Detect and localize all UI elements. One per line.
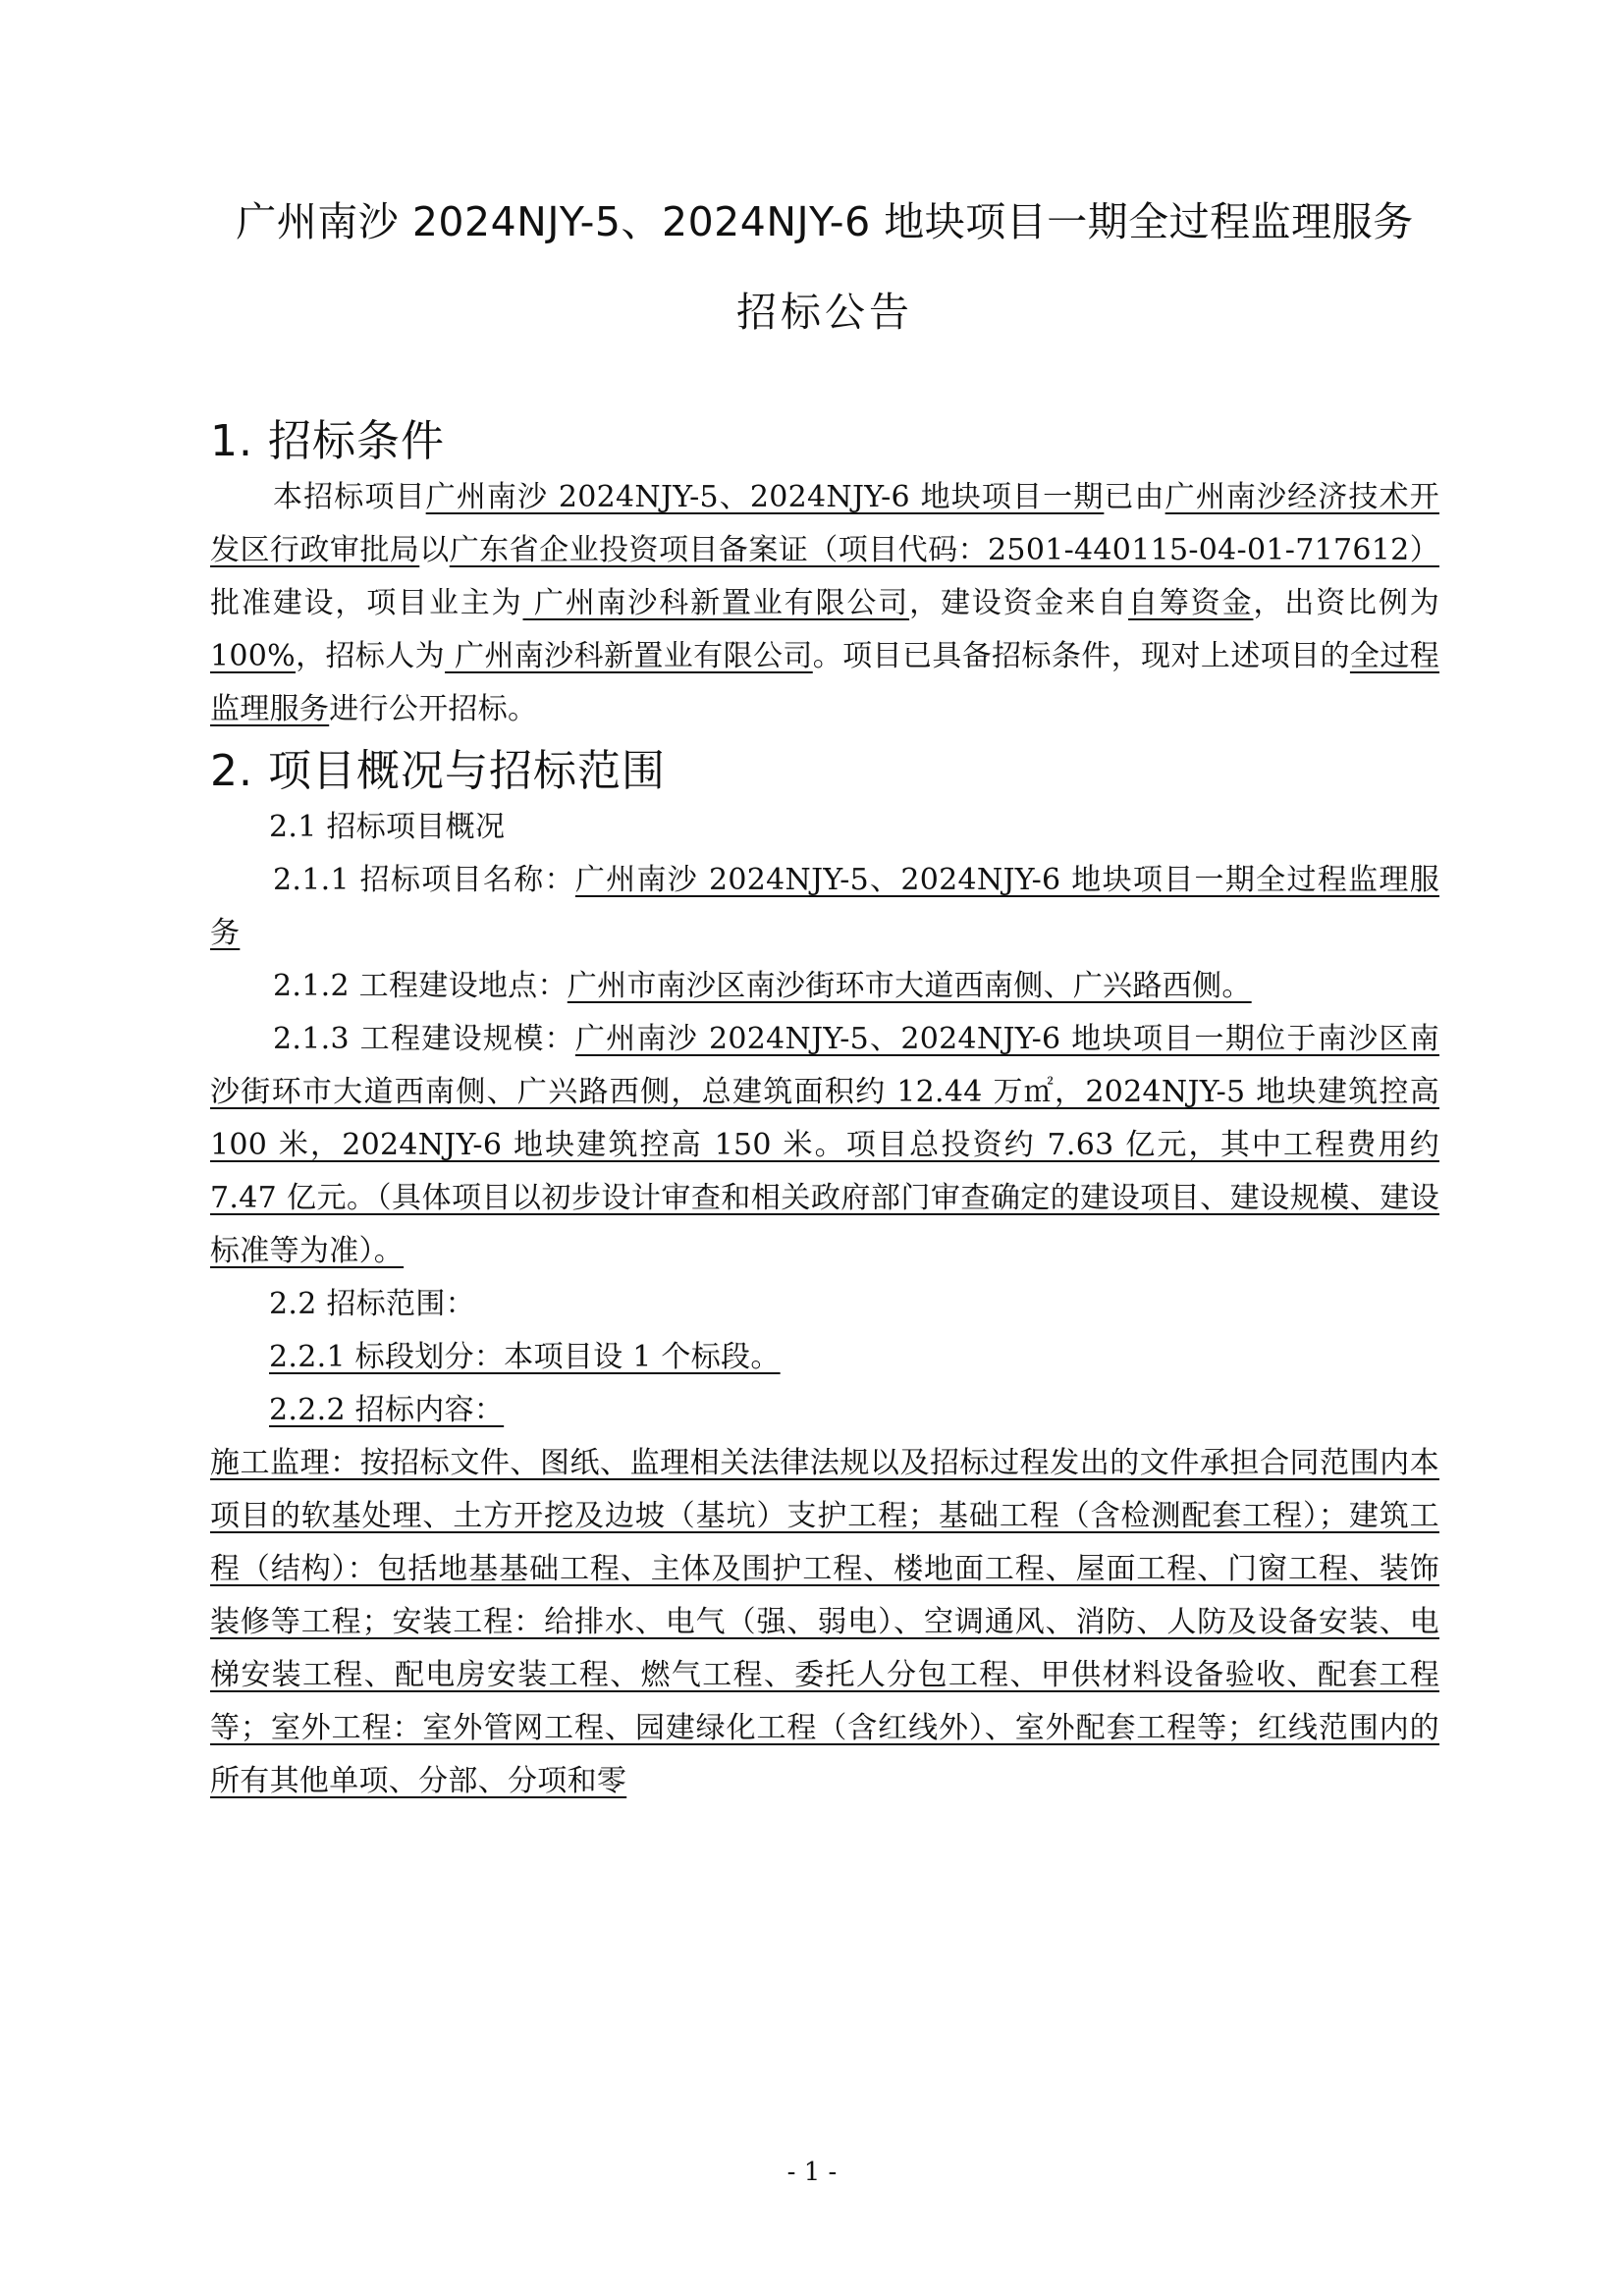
item-2-1-2: 2.1.2 工程建设地点：广州市南沙区南沙街环市大道西南侧、广兴路西侧。 bbox=[273, 969, 1252, 1003]
subsection-2-2: 2.2 招标范围： bbox=[269, 1287, 475, 1321]
subsection-2-1: 2.1 招标项目概况 bbox=[269, 810, 506, 844]
document-page bbox=[210, 177, 1439, 1808]
item-2-2-2: 2.2.2 招标内容： bbox=[269, 1393, 505, 1427]
item-2-2-1: 2.2.1 标段划分：本项目设 1 个标段。 bbox=[269, 1340, 781, 1374]
section2-heading: 2. 项目概况与招标范围 bbox=[210, 746, 666, 796]
item-2-1-3: 2.1.3 工程建设规模：广州南沙 2024NJY-5、2024NJY-6 地块项目一期位于南沙区南沙街环市大道西南侧、广兴路西侧，总建筑面积约 12.44 万㎡，2024NJY-5 地块建筑控高 100 米，2024NJY-6 地块建筑控高 150 米。项目总投资约 7.63 亿元，其中工程费用约 7.47 亿元。（具体项目以初步设计审查和相关政府部门审查确定的建设项目、建设规模、建设标准等为准）。 bbox=[210, 1022, 1439, 1268]
document-title-line1: 广州南沙 2024NJY-5、2024NJY-6 地块项目一期全过程监理服务 bbox=[236, 198, 1414, 245]
section1-paragraph: 本招标项目广州南沙 2024NJY-5、2024NJY-6 地块项目一期已由广州南沙经济技术开发区行政审批局以广东省企业投资项目备案证（项目代码：2501-440115-04-01-717612）批准建设，项目业主为 广州南沙科新置业有限公司，建设资金来自自筹资金，出资比例为100%，招标人为 广州南沙科新置业有限公司。项目已具备招标条件，现对上述项目的全过程监理服务进行公开招标。 bbox=[210, 480, 1440, 726]
item-2-1-1: 2.1.1 招标项目名称：广州南沙 2024NJY-5、2024NJY-6 地块项目一期全过程监理服务 bbox=[210, 863, 1439, 950]
page-number: - 1 - bbox=[786, 2158, 838, 2187]
document-title-line2: 招标公告 bbox=[736, 289, 913, 336]
section1-heading: 1. 招标条件 bbox=[210, 416, 445, 466]
scope-content-paragraph: 施工监理：按招标文件、图纸、监理相关法律法规以及招标过程发出的文件承担合同范围内本项目的软基处理、土方开挖及边坡（基坑）支护工程；基础工程（含检测配套工程）；建筑工程（结构）：包括地基基础工程、主体及围护工程、楼地面工程、屋面工程、门窗工程、装饰装修等工程；安装工程：给排水、电气（强、弱电）、空调通风、消防、人防及设备安装、电梯安装工程、配电房安装工程、燃气工程、委托人分包工程、甲供材料设备验收、配套工程等；室外工程：室外管网工程、园建绿化工程（含红线外）、室外配套工程等；红线范围内的所有其他单项、分部、分项和零 bbox=[210, 1446, 1439, 1798]
